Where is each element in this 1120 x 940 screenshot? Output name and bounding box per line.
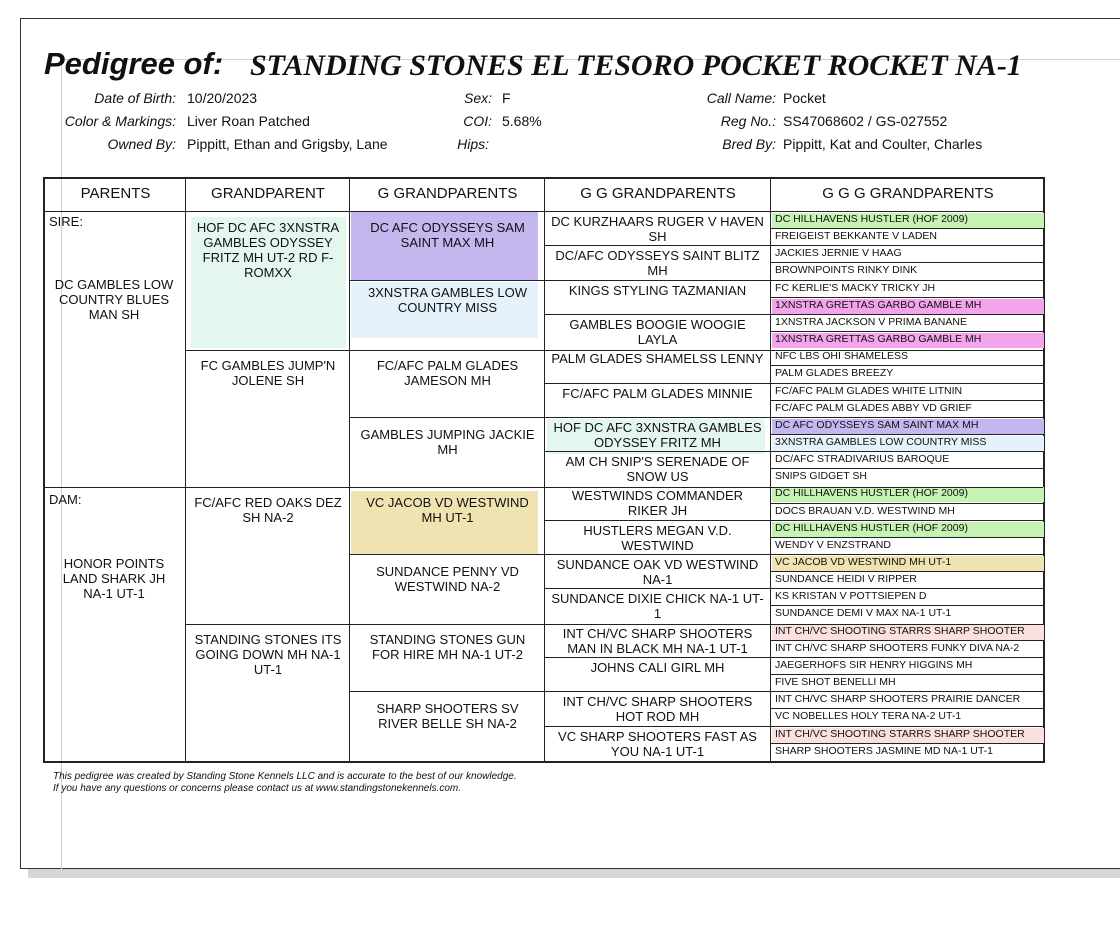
- color-value: Liver Roan Patched: [187, 113, 310, 129]
- dob-label: Date of Birth:: [94, 90, 176, 106]
- g-grandparent-4: GAMBLES JUMPING JACKIE MH: [360, 427, 535, 457]
- gg-grandparent-5: PALM GLADES SHAMELSS LENNY: [551, 351, 764, 367]
- color-label: Color & Markings:: [64, 113, 176, 129]
- ggg-grandparent-7: 1XNSTRA JACKSON V PRIMA BANANE: [775, 315, 967, 328]
- coi-value: 5.68%: [502, 113, 542, 129]
- pedigree-table: [43, 177, 1045, 763]
- title-label: Pedigree of:: [44, 46, 224, 81]
- ggg-grandparent-30: VC NOBELLES HOLY TERA NA-2 UT-1: [775, 710, 962, 723]
- g-grandparent-6: SUNDANCE PENNY VD WESTWIND NA-2: [376, 564, 519, 594]
- ggg-grandparent-12: FC/AFC PALM GLADES ABBY VD GRIEF: [775, 401, 972, 414]
- ggg-grandparent-9: NFC LBS OHI SHAMELESS: [775, 350, 909, 363]
- ggg-grandparent-24: SUNDANCE DEMI V MAX NA-1 UT-1: [775, 607, 952, 620]
- dam-label: DAM:: [49, 492, 82, 507]
- ggg-grandparent-15: DC/AFC STRADIVARIUS BAROQUE: [775, 453, 950, 466]
- sex-value: F: [502, 90, 511, 106]
- ggg-grandparent-13: DC AFC ODYSSEYS SAM SAINT MAX MH: [775, 418, 979, 431]
- g-grandparent-5: VC JACOB VD WESTWIND MH UT-1: [366, 495, 529, 525]
- gg-grandparent-16: VC SHARP SHOOTERS FAST AS YOU NA-1 UT-1: [558, 728, 757, 759]
- ggg-grandparent-32: SHARP SHOOTERS JASMINE MD NA-1 UT-1: [775, 744, 994, 757]
- ggg-grandparent-14: 3XNSTRA GAMBLES LOW COUNTRY MISS: [775, 435, 987, 448]
- header-g-grandparents: G GRANDPARENTS: [377, 185, 518, 202]
- grandparent-1: HOF DC AFC 3XNSTRA GAMBLES ODYSSEY FRITZ MH UT-2 RD F-ROMXX: [196, 220, 340, 280]
- gg-grandparent-15: INT CH/VC SHARP SHOOTERS HOT ROD MH: [562, 694, 753, 725]
- regno-value: SS47068602 / GS-027552: [783, 113, 948, 129]
- header-grandparent: GRANDPARENT: [211, 185, 325, 202]
- grandparent-3: FC/AFC RED OAKS DEZ SH NA-2: [194, 495, 342, 525]
- gg-grandparent-13: INT CH/VC SHARP SHOOTERS MAN IN BLACK MH NA-1 UT-1: [562, 625, 753, 656]
- gg-grandparent-1: DC KURZHAARS RUGER V HAVEN SH: [551, 214, 764, 244]
- coi-label: COI:: [463, 113, 492, 129]
- gg-grandparent-12: SUNDANCE DIXIE CHICK NA-1 UT-1: [551, 591, 764, 622]
- callname-label: Call Name:: [706, 90, 776, 106]
- ggg-grandparent-29: INT CH/VC SHARP SHOOTERS PRAIRIE DANCER: [775, 693, 1021, 706]
- ggg-grandparent-8: 1XNSTRA GRETTAS GARBO GAMBLE MH: [775, 333, 982, 346]
- ggg-grandparent-16: SNIPS GIDGET SH: [775, 470, 867, 483]
- ggg-grandparent-11: FC/AFC PALM GLADES WHITE LITNIN: [775, 384, 963, 397]
- ggg-grandparent-5: FC KERLIE'S MACKY TRICKY JH: [775, 281, 936, 294]
- ggg-grandparent-19: DC HILLHAVENS HUSTLER (HOF 2009): [775, 521, 968, 534]
- gg-grandparent-3: KINGS STYLING TAZMANIAN: [568, 282, 747, 298]
- ggg-grandparent-1: DC HILLHAVENS HUSTLER (HOF 2009): [775, 213, 968, 225]
- owner-label: Owned By:: [107, 136, 176, 152]
- ggg-grandparent-4: BROWNPOINTS RINKY DINK: [775, 264, 918, 277]
- ggg-grandparent-17: DC HILLHAVENS HUSTLER (HOF 2009): [775, 487, 968, 500]
- gg-grandparent-6: FC/AFC PALM GLADES MINNIE: [562, 385, 753, 401]
- ggg-grandparent-22: SUNDANCE HEIDI V RIPPER: [775, 573, 917, 586]
- grandparent-2: FC GAMBLES JUMP'N JOLENE SH: [200, 358, 336, 388]
- dam-name: HONOR POINTS LAND SHARK JH NA-1 UT-1: [62, 556, 166, 601]
- gg-grandparent-8: AM CH SNIP'S SERENADE OF SNOW US: [565, 454, 750, 485]
- gg-grandparent-4: GAMBLES BOOGIE WOOGIE LAYLA: [569, 316, 746, 347]
- ggg-grandparent-23: KS KRISTAN V POTTSIEPEN D: [775, 590, 927, 603]
- g-grandparent-2: 3XNSTRA GAMBLES LOW COUNTRY MISS: [368, 285, 527, 315]
- g-grandparent-7: STANDING STONES GUN FOR HIRE MH NA-1 UT-2: [369, 632, 526, 662]
- gg-grandparent-10: HUSTLERS MEGAN V.D. WESTWIND: [583, 522, 732, 553]
- ggg-grandparent-18: DOCS BRAUAN V.D. WESTWIND MH: [775, 504, 955, 517]
- g-grandparent-8: SHARP SHOOTERS SV RIVER BELLE SH NA-2: [376, 701, 519, 731]
- breeder-label: Bred By:: [722, 136, 776, 152]
- ggg-grandparent-21: VC JACOB VD WESTWIND MH UT-1: [775, 556, 952, 568]
- ggg-grandparent-28: FIVE SHOT BENELLI MH: [775, 676, 896, 689]
- dob-value: 10/20/2023: [187, 90, 258, 106]
- ggg-grandparent-25: INT CH/VC SHOOTING STARRS SHARP SHOOTER: [775, 624, 1025, 637]
- g-grandparent-1: DC AFC ODYSSEYS SAM SAINT MAX MH: [370, 220, 525, 250]
- grandparent-4: STANDING STONES ITS GOING DOWN MH NA-1 UT-1: [194, 632, 342, 677]
- gg-grandparent-14: JOHNS CALI GIRL MH: [590, 659, 725, 675]
- ggg-grandparent-10: PALM GLADES BREEZY: [775, 367, 894, 380]
- footer-note-1: This pedigree was created by Standing Stone Kennels LLC and is accurate to the best of our knowledge.: [53, 771, 517, 782]
- ggg-grandparent-6: 1XNSTRA GRETTAS GARBO GAMBLE MH: [775, 298, 982, 311]
- callname-value: Pocket: [783, 90, 826, 106]
- owner-value: Pippitt, Ethan and Grigsby, Lane: [187, 136, 388, 152]
- ggg-grandparent-27: JAEGERHOFS SIR HENRY HIGGINS MH: [775, 658, 973, 671]
- gg-grandparent-9: WESTWINDS COMMANDER RIKER JH: [571, 488, 744, 519]
- header-parents: PARENTS: [80, 185, 151, 202]
- gg-grandparent-2: DC/AFC ODYSSEYS SAINT BLITZ MH: [555, 248, 760, 279]
- footer-note-2: If you have any questions or concerns please contact us at www.standingstonekennels.com.: [53, 783, 462, 794]
- ggg-grandparent-20: WENDY V ENZSTRAND: [775, 538, 891, 551]
- hips-label: Hips:: [457, 136, 489, 152]
- dog-name: STANDING STONES EL TESORO POCKET ROCKET NA-1: [250, 49, 1022, 82]
- ggg-grandparent-31: INT CH/VC SHOOTING STARRS SHARP SHOOTER: [775, 727, 1025, 740]
- sire-label: SIRE:: [49, 214, 83, 229]
- gg-grandparent-11: SUNDANCE OAK VD WESTWIND NA-1: [556, 557, 759, 587]
- sire-name: DC GAMBLES LOW COUNTRY BLUES MAN SH: [54, 277, 174, 322]
- ggg-grandparent-2: FREIGEIST BEKKANTE V LADEN: [775, 230, 938, 243]
- ggg-grandparent-3: JACKIES JERNIE V HAAG: [775, 247, 902, 260]
- header-ggg-grandparents: G G G GRANDPARENTS: [822, 185, 994, 202]
- sex-label: Sex:: [463, 90, 492, 106]
- breeder-value: Pippitt, Kat and Coulter, Charles: [783, 136, 983, 152]
- header-gg-grandparents: G G GRANDPARENTS: [580, 185, 736, 202]
- gg-grandparent-7: HOF DC AFC 3XNSTRA GAMBLES ODYSSEY FRITZ MH: [553, 419, 762, 450]
- g-grandparent-3: FC/AFC PALM GLADES JAMESON MH: [376, 358, 519, 388]
- ggg-grandparent-26: INT CH/VC SHARP SHOOTERS FUNKY DIVA NA-2: [775, 641, 1020, 654]
- regno-label: Reg No.:: [720, 113, 776, 129]
